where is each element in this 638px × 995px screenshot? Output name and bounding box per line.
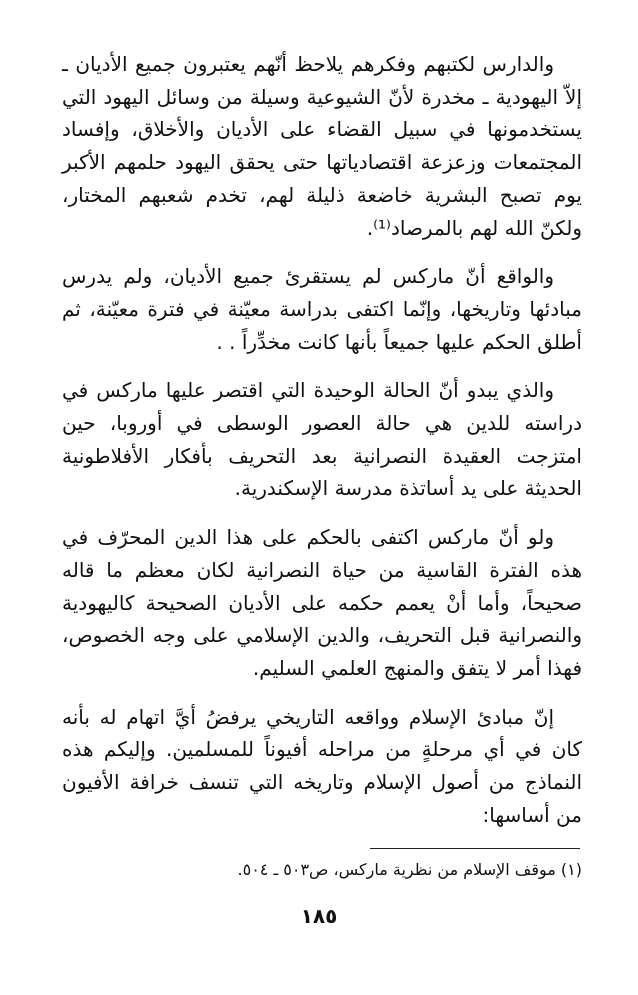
main-text — [62, 48, 582, 847]
paragraph-2: والواقع أنّ ماركس لم يستقرئ جميع الأديان، ولم يدرس مبادئها وتاريخها، وإنّما اكتفى بدراسة معيّنة في فترة معيّنة، ثم أطلق الحكم عليها جميعاً بأنها كانت مخدِّراً . . — [62, 264, 582, 354]
paragraph-5: إنّ مبادئ الإسلام وواقعه التاريخي يرفضُ أيَّ اتهام له بأنه كان في أي مرحلةٍ من مراحله أفيوناً للمسلمين. وإليكم هذه النماذج من أصول الإسلام وتاريخه التي تنسف خرافة الأفيون من أساسها: — [62, 704, 582, 827]
paragraph-4: ولو أنّ ماركس اكتفى بالحكم على هذا الدين المحرّف في هذه الفترة القاسية من حياة النصرانية لكان معظم ما قاله صحيحاً، وأما أنْ يعمم حكمه على الأديان الصحيحة كاليهودية والنصرانية قبل التحريف، والدين الإسلامي على وجه الخصوص، فهذا أمر لا يتفق والمنهج العلمي السليم. — [62, 525, 582, 680]
paragraph-1: والدارس لكتبهم وفكرهم يلاحظ أنّهم يعتبرون جميع الأديان ـ إلاّ اليهودية ـ مخدرة لأنّ الشيوعية وسيلة من وسائل اليهود التي يستخدمونها في سبيل القضاء على الأديان والأخلاق، وإفساد المجتمعات وزعزعة اقتصادياتها حتى يحقق اليهود حلمهم الأكبر يوم تصبح البشرية خاضعة ذليلة لهم، تخدم شعبهم المختار، ولكنّ الله لهم بالمرصاد⁽¹⁾. — [62, 52, 582, 240]
page-number: ١٨٥ — [300, 904, 338, 928]
footnote: (١) موقف الإسلام من نظرية ماركس، ص٥٠٣ ـ ٥٠٤. — [237, 860, 582, 879]
paragraph-3: والذي يبدو أنّ الحالة الوحيدة التي اقتصر عليها ماركس في دراسته للدين هي حالة العصور الوسطى في أوروبا، حين امتزجت العقيدة النصرانية بعد التحريف بأفكار الأفلاطونية الحديثة على يد أساتذة مدرسة الإسكندرية. — [62, 378, 582, 501]
footnote-divider — [370, 848, 580, 849]
